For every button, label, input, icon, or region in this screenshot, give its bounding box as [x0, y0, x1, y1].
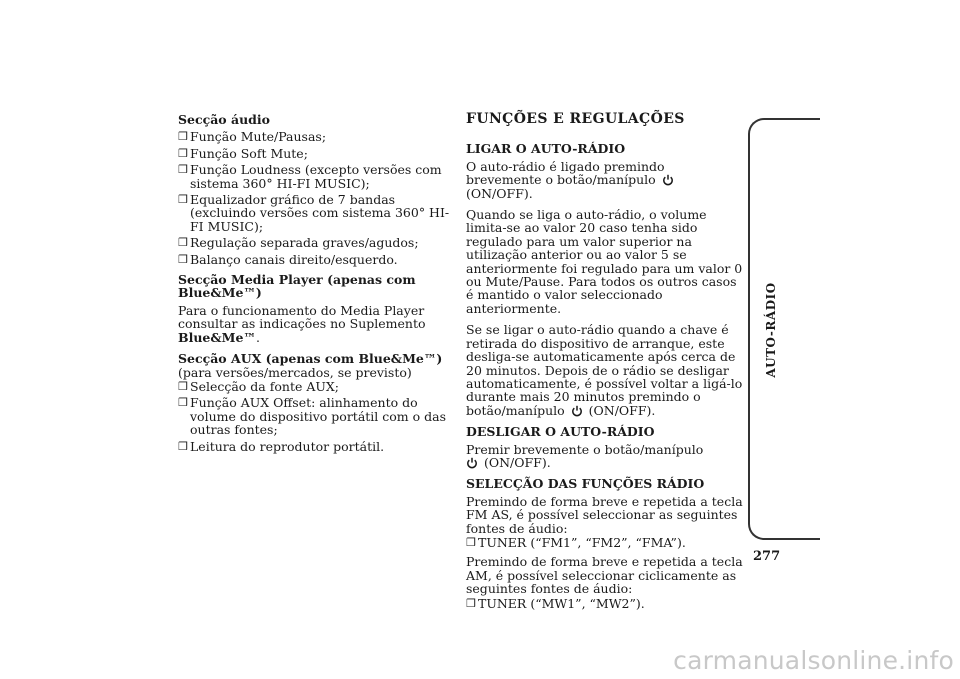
radio-functions-paragraph-2: Premindo de forma breve e repetida a tecla AM, é possível seleccionar ciclicamente as seguintes fontes de áudio: [466, 554, 743, 597]
list-item: ❒ TUNER (“MW1”, “MW2”). [466, 595, 645, 611]
turn-on-paragraph-3: Se se ligar o auto-rádio quando a chave é retirada do dispositivo de arranque, este desliga-se automaticamente após cerca de 20 minutos. Depois de o rádio se desligar automaticamente, é possível voltar a ligá-lo durante mais 20 minutos premindo o botão/manípulo (ON/OFF). [466, 322, 743, 418]
turn-on-heading: LIGAR O AUTO-RÁDIO [466, 141, 626, 157]
media-player-heading: Secção Media Player (apenas com Blue&Me™) [178, 272, 416, 301]
list-item: ❒ Função Mute/Pausas; [178, 129, 327, 145]
checkbox-bullet-icon: ❒ [178, 439, 188, 453]
aux-section-heading: Secção AUX (apenas com Blue&Me™) [178, 351, 443, 367]
checkbox-bullet-icon: ❒ [178, 379, 188, 393]
aux-section-note: (para versões/mercados, se previsto) [178, 364, 412, 380]
list-item: ❒ Balanço canais direito/esquerdo. [178, 251, 398, 267]
checkbox-bullet-icon: ❒ [466, 535, 476, 549]
aux-feature-list [178, 380, 450, 453]
power-button-icon [466, 457, 478, 469]
audio-section-heading: Secção áudio [178, 112, 271, 127]
radio-functions-heading: SELECÇÃO DAS FUNÇÕES RÁDIO [466, 476, 705, 492]
chapter-side-tab [748, 118, 820, 540]
checkbox-bullet-icon: ❒ [178, 396, 188, 410]
checkbox-bullet-icon: ❒ [178, 236, 188, 250]
turn-on-paragraph-1: O auto-rádio é ligado premindo brevemente o botão/manípulo (ON/OFF). [466, 160, 743, 200]
checkbox-bullet-icon: ❒ [178, 252, 188, 266]
list-item: ❒ Função Soft Mute; [178, 145, 308, 161]
section-title: FUNÇÕES E REGULAÇÕES [466, 111, 685, 127]
watermark: carmanualsonline.info [673, 646, 954, 675]
left-column [178, 113, 450, 456]
checkbox-bullet-icon: ❒ [178, 146, 188, 160]
media-player-text: Para o funcionamento do Media Player consultar as indicações no Suplemento Blue&Me™. [178, 302, 426, 345]
checkbox-bullet-icon: ❒ [466, 596, 476, 610]
list-item: ❒ Função Loudness (excepto versões com sistema 360° HI-FI MUSIC); [178, 162, 442, 191]
list-item: ❒ TUNER (“FM1”, “FM2”, “FMA”). [466, 534, 686, 550]
list-item: ❒ Função AUX Offset: alinhamento do volume do dispositivo portátil com o das outras fontes; [178, 395, 446, 438]
turn-off-paragraph: Premir brevemente o botão/manípulo (ON/OFF). [466, 441, 704, 470]
page-number: 277 [753, 549, 781, 564]
power-button-icon [662, 174, 674, 186]
turn-off-heading: DESLIGAR O AUTO-RÁDIO [466, 424, 655, 440]
list-item: ❒ Selecção da fonte AUX; [178, 378, 340, 394]
right-column [466, 113, 743, 613]
power-button-icon [571, 405, 583, 417]
chapter-tab-label: AUTO-RÁDIO [764, 282, 778, 378]
list-item: ❒ Equalizador gráfico de 7 bandas (excluindo versões com sistema 360° HI-FI MUSIC); [178, 192, 450, 234]
checkbox-bullet-icon: ❒ [178, 130, 188, 144]
checkbox-bullet-icon: ❒ [178, 193, 188, 207]
audio-feature-list [178, 130, 450, 266]
bold-reference: Blue&Me™ [178, 329, 256, 345]
turn-on-paragraph-2: Quando se liga o auto-rádio, o volume limita-se ao valor 20 caso tenha sido regulado para um valor superior na utilização anterior ou ao valor 5 se anteriormente foi regulado para um valor 0 ou Mute/Pause. Para todos os outros casos é mantido o valor seleccionado anteriormente. [466, 207, 743, 316]
list-item: ❒ Leitura do reprodutor portátil. [178, 438, 385, 454]
list-item: ❒ Regulação separada graves/agudos; [178, 235, 419, 251]
radio-functions-paragraph-1: Premindo de forma breve e repetida a tecla FM AS, é possível seleccionar as seguintes fontes de áudio: [466, 493, 743, 536]
checkbox-bullet-icon: ❒ [178, 163, 188, 177]
